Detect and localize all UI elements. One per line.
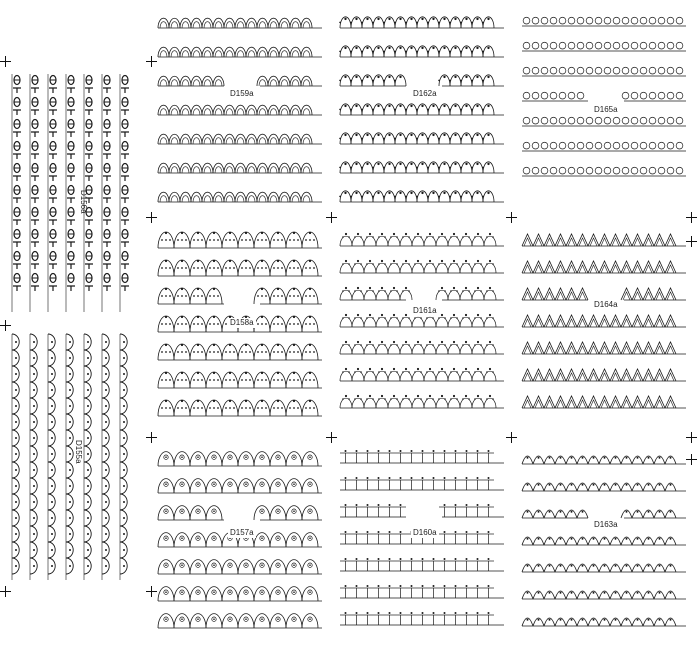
panel-label-d164a: D164a xyxy=(594,300,618,309)
lace-strip xyxy=(522,369,686,381)
panel-label-d158a: D158a xyxy=(230,318,254,327)
lace-panel xyxy=(340,233,504,408)
lace-strip xyxy=(158,614,322,628)
lace-strip xyxy=(340,233,504,246)
lace-strip xyxy=(339,46,504,57)
lace-panel-vertical xyxy=(12,74,129,312)
registration-mark xyxy=(686,236,697,247)
lace-strip xyxy=(66,334,73,580)
lace-strip xyxy=(158,47,322,57)
lace-strip xyxy=(158,134,322,144)
lace-strip xyxy=(120,334,127,580)
lace-strip xyxy=(522,618,686,626)
lace-strip xyxy=(12,334,19,580)
lace-strip xyxy=(158,479,322,493)
lace-strip xyxy=(522,342,686,354)
registration-mark xyxy=(326,432,337,443)
lace-strip xyxy=(340,612,504,625)
panel-label-d160a: D160a xyxy=(413,528,437,537)
registration-mark xyxy=(686,454,697,465)
lace-strip xyxy=(522,510,686,518)
panel-label-d156a: D156a xyxy=(79,190,88,214)
lace-strip xyxy=(522,117,686,126)
lace-strip xyxy=(339,104,504,115)
registration-mark xyxy=(686,212,697,223)
lace-strip xyxy=(102,74,111,312)
lace-strip xyxy=(158,400,322,416)
lace-strip xyxy=(158,560,322,574)
lace-panel xyxy=(158,452,322,628)
lace-strip xyxy=(522,234,686,246)
lace-strip xyxy=(158,587,322,601)
lace-strip xyxy=(340,585,504,598)
registration-mark xyxy=(326,212,337,223)
lace-strip xyxy=(158,76,322,86)
lace-strip xyxy=(340,450,504,463)
lace-strip xyxy=(30,74,39,312)
lace-strip xyxy=(522,288,686,300)
lace-panel xyxy=(158,18,322,202)
lace-strip xyxy=(522,92,686,101)
lace-strip xyxy=(522,261,686,273)
lace-strip xyxy=(12,74,21,312)
panel-label-d155a: D155a xyxy=(74,440,83,464)
lace-panel xyxy=(339,17,504,202)
lace-strip xyxy=(339,162,504,173)
lace-strip xyxy=(522,142,686,151)
registration-mark xyxy=(0,586,11,597)
lace-strip xyxy=(30,334,37,580)
lace-strip xyxy=(339,75,504,86)
lace-strip xyxy=(339,17,504,28)
registration-mark xyxy=(146,432,157,443)
panel-label-d157a: D157a xyxy=(230,528,254,537)
registration-mark xyxy=(0,320,11,331)
lace-panel xyxy=(522,234,686,408)
lace-strip xyxy=(340,558,504,571)
lace-strip xyxy=(158,232,322,248)
lace-strip xyxy=(522,456,686,464)
panel-label-d162a: D162a xyxy=(413,89,437,98)
lace-strip xyxy=(340,287,504,300)
lace-strip xyxy=(158,192,322,202)
registration-mark xyxy=(686,432,697,443)
lace-strip xyxy=(522,396,686,408)
lace-strip xyxy=(340,504,504,517)
lace-strip xyxy=(158,163,322,173)
lace-strip xyxy=(522,537,686,545)
registration-mark xyxy=(506,212,517,223)
registration-mark xyxy=(506,432,517,443)
lace-strip xyxy=(158,18,322,28)
lace-strip xyxy=(522,564,686,572)
lace-strip xyxy=(340,368,504,381)
lace-strip xyxy=(340,477,504,490)
lace-strip xyxy=(158,372,322,388)
panel-label-d163a: D163a xyxy=(594,520,618,529)
lace-strip xyxy=(158,344,322,360)
lace-strip xyxy=(522,315,686,327)
panel-label-d165a: D165a xyxy=(594,105,618,114)
lace-strip xyxy=(158,288,322,304)
lace-strip xyxy=(339,133,504,144)
lace-strip xyxy=(340,260,504,273)
lace-strip xyxy=(120,74,129,312)
lace-strip xyxy=(339,191,504,202)
lace-strip xyxy=(522,483,686,491)
lace-strip xyxy=(522,17,686,26)
lace-strip xyxy=(522,42,686,51)
lace-strip xyxy=(158,452,322,466)
registration-mark xyxy=(146,586,157,597)
panel-label-d161a: D161a xyxy=(413,306,437,315)
lace-strip xyxy=(340,395,504,408)
lace-strip xyxy=(522,67,686,76)
registration-mark xyxy=(0,56,11,67)
lace-strip xyxy=(158,506,322,520)
lace-strip xyxy=(340,341,504,354)
registration-mark xyxy=(146,212,157,223)
lace-strip xyxy=(158,105,322,115)
lace-strip xyxy=(102,334,109,580)
lace-panel xyxy=(522,17,686,176)
lace-strip xyxy=(48,74,57,312)
lace-strip xyxy=(66,74,75,312)
lace-strip xyxy=(84,334,91,580)
registration-mark xyxy=(146,56,157,67)
lace-panel xyxy=(522,456,686,626)
lace-strip xyxy=(522,591,686,599)
lace-strip xyxy=(48,334,55,580)
panel-label-d159a: D159a xyxy=(230,89,254,98)
lace-panel-vertical xyxy=(12,334,127,580)
lace-strip xyxy=(158,260,322,276)
lace-strip xyxy=(522,167,686,176)
